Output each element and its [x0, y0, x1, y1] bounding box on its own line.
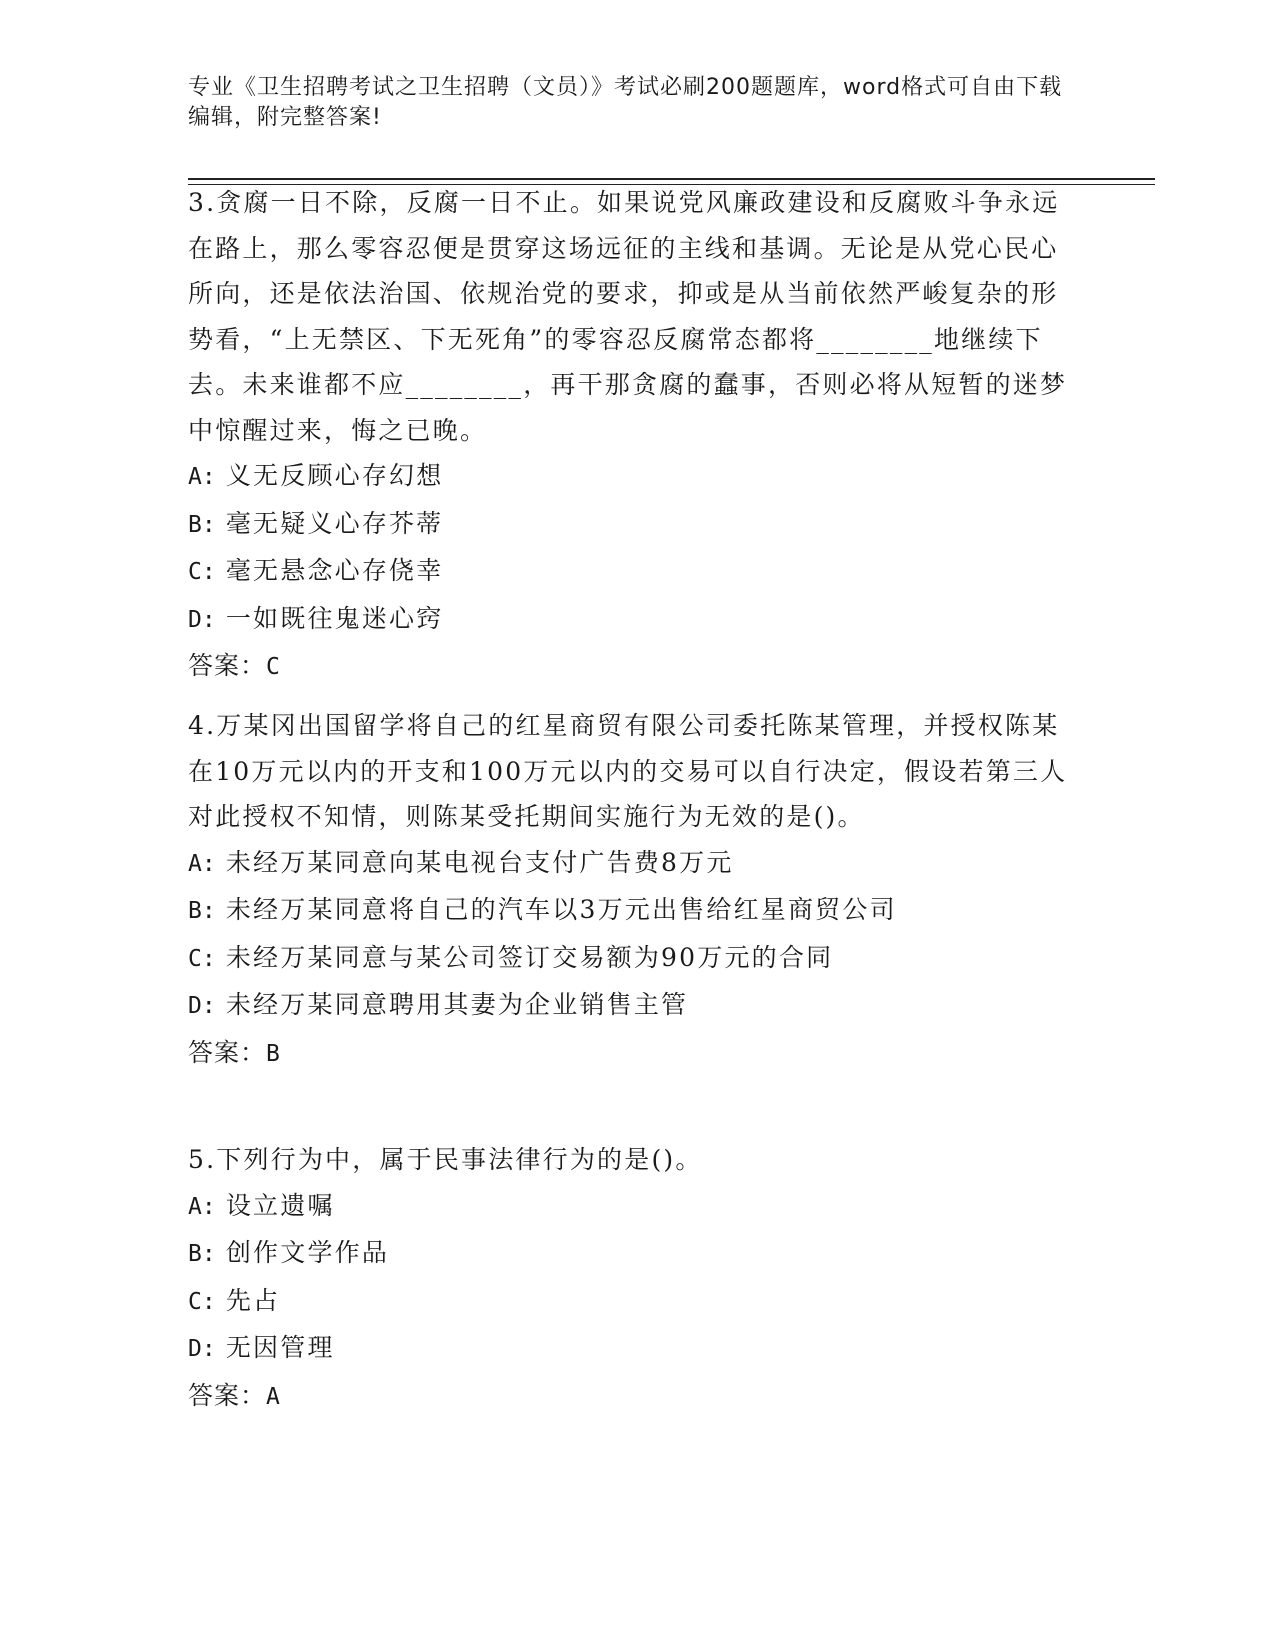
question-stem: 4.万某冈出国留学将自己的红星商贸有限公司委托陈某管理，并授权陈某在10万元以内的开支和100万元以内的交易可以自行决定，假设若第三人对此授权不知情，则陈某受托期间实施行为无效的是()。 [188, 711, 1068, 831]
option-list [188, 840, 1088, 1030]
option-d [188, 596, 1088, 644]
option-text: 一如既往鬼迷心窍 [225, 603, 444, 633]
option-text: 创作文学作品 [225, 1238, 390, 1267]
option-key: C: [188, 1288, 216, 1315]
option-key: B: [188, 1241, 216, 1267]
option-key: D: [188, 1336, 216, 1362]
option-text: 毫无疑义心存芥蒂 [225, 508, 444, 538]
option-key: B: [188, 511, 216, 538]
option-a [188, 840, 1088, 888]
option-key: D: [188, 993, 216, 1019]
option-key: B: [188, 898, 216, 924]
option-b [188, 1230, 1088, 1278]
option-c [188, 548, 1088, 596]
option-key: A: [188, 464, 216, 490]
option-b [188, 887, 1088, 935]
question-3 [188, 180, 1088, 691]
option-d [188, 982, 1088, 1030]
option-c [188, 935, 1088, 983]
option-text: 未经万某同意向某电视台支付广告费8万元 [225, 847, 734, 877]
option-text: 未经万某同意聘用其妻为企业销售主管 [225, 990, 689, 1019]
option-b [188, 501, 1088, 549]
option-text: 义无反顾心存幻想 [225, 461, 444, 490]
option-list [188, 1183, 1088, 1373]
option-a [188, 1183, 1088, 1231]
question-4 [188, 703, 1088, 1077]
option-c [188, 1278, 1088, 1326]
question-stem: 5.下列行为中，属于民事法律行为的是()。 [188, 1145, 703, 1174]
option-d [188, 1325, 1088, 1373]
option-key: C: [188, 559, 216, 585]
answer-label: 答案： [188, 1037, 267, 1067]
answer-line [188, 1030, 1088, 1078]
answer-line [188, 1373, 1088, 1421]
option-text: 先占 [225, 1285, 281, 1315]
question-stem: 3.贪腐一日不除，反腐一日不止。如果说党风廉政建设和反腐败斗争永远在路上，那么零容忍便是贯穿这场远征的主线和基调。无论是从党心民心所向，还是依法治国、依规治党的要求，抑或是从当前依然严峻复杂的形势看，“上无禁区、下无死角”的零容忍反腐常态都将________地继续下去。未来谁都不应________，再干那贪腐的蠢事，否则必将从短暂的迷梦中惊醒过来，悔之已晚。 [188, 188, 1068, 445]
option-text: 无因管理 [225, 1333, 335, 1362]
answer-line [188, 643, 1088, 691]
answer-value: B [266, 1040, 281, 1067]
document-title: 专业《卫生招聘考试之卫生招聘（文员）》考试必刷200题题库，word格式可自由下载编辑，附完整答案! [188, 75, 1063, 130]
option-list [188, 453, 1088, 643]
option-text: 毫无悬念心存侥幸 [225, 556, 444, 585]
answer-label: 答案： [188, 1380, 267, 1410]
answer-value: C [266, 654, 281, 680]
option-text: 未经万某同意将自己的汽车以3万元出售给红星商贸公司 [225, 895, 897, 924]
answer-value: A [266, 1383, 281, 1410]
option-key: A: [188, 1193, 216, 1220]
option-a [188, 453, 1088, 501]
option-key: D: [188, 606, 216, 633]
option-text: 未经万某同意与某公司签订交易额为90万元的合同 [225, 942, 834, 972]
question-5 [188, 1137, 1088, 1420]
answer-label: 答案： [188, 651, 267, 680]
option-key: C: [188, 945, 216, 972]
option-text: 设立遗嘱 [225, 1190, 335, 1220]
option-key: A: [188, 850, 216, 877]
document-header [188, 73, 1068, 133]
